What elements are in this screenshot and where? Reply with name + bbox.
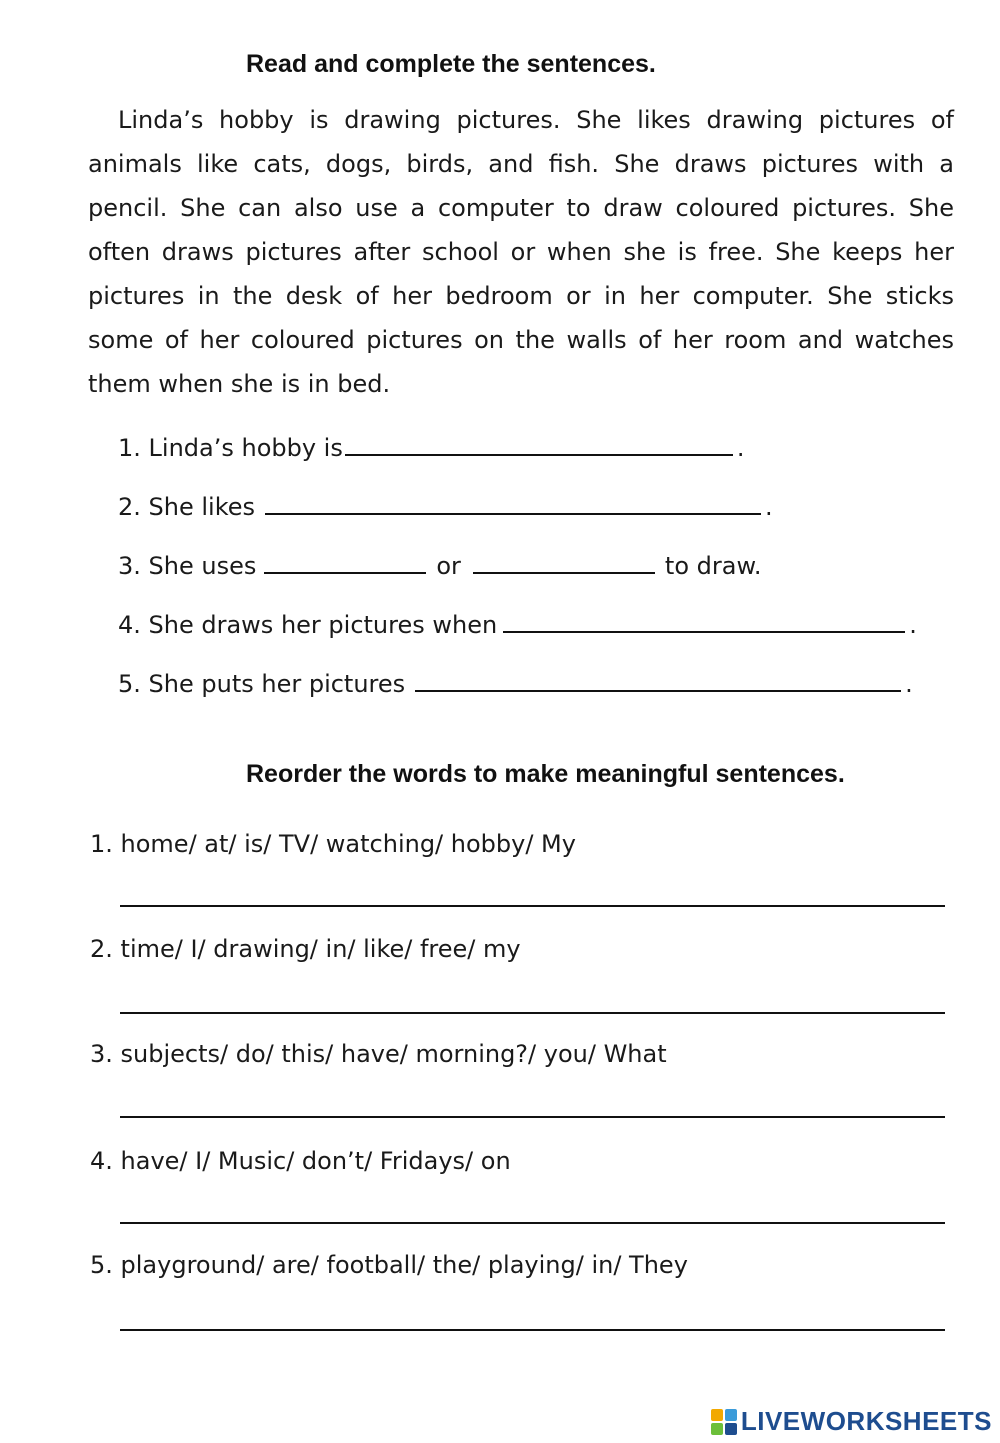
reorder-item-2: 2. time/ I/ drawing/ in/ like/ free/ my bbox=[90, 935, 521, 963]
question-prompt: 1. Linda’s hobby is bbox=[118, 434, 343, 462]
question-end: to draw. bbox=[664, 552, 762, 580]
question-prompt: 3. She uses bbox=[118, 552, 257, 580]
liveworksheets-logo[interactable] bbox=[711, 1406, 992, 1437]
reorder-item-4: 4. have/ I/ Music/ don’t/ Fridays/ on bbox=[90, 1147, 511, 1175]
question-prompt: 4. She draws her pictures when bbox=[118, 611, 498, 639]
reorder-item-1: 1. home/ at/ is/ TV/ watching/ hobby/ My bbox=[90, 830, 576, 858]
answer-blank-5[interactable] bbox=[415, 664, 901, 692]
answer-blank-3a[interactable] bbox=[264, 546, 426, 574]
answer-blank-4[interactable] bbox=[503, 605, 905, 633]
answer-blank-1[interactable] bbox=[345, 428, 733, 456]
section2-title: Reorder the words to make meaningful sentences. bbox=[246, 760, 845, 788]
reorder-item-5: 5. playground/ are/ football/ the/ playing/ in/ They bbox=[90, 1251, 688, 1279]
complete-question-2 bbox=[118, 481, 773, 521]
complete-question-3 bbox=[118, 540, 762, 580]
answer-blank-3b[interactable] bbox=[473, 546, 655, 574]
question-connector: or bbox=[436, 552, 461, 580]
complete-question-5 bbox=[118, 658, 913, 698]
brand-name: LIVEWORKSHEETS bbox=[740, 1406, 992, 1436]
reading-passage: Linda’s hobby is drawing pictures. She likes drawing pictures of animals like cats, dogs, birds, and fish. She draws pictures with a pencil. She can also use a computer to draw coloured pictures. She often draws pictures after school or when she is free. She keeps her pictures in the desk of her bedroom or in her computer. She sticks some of her coloured pictures on the walls of her room and watches them when she is in bed. bbox=[88, 106, 954, 398]
liveworksheets-logo-icon bbox=[711, 1409, 737, 1435]
answer-blank-2[interactable] bbox=[265, 487, 761, 515]
reorder-item-3: 3. subjects/ do/ this/ have/ morning?/ you/ What bbox=[90, 1040, 667, 1068]
question-end: . bbox=[765, 493, 773, 521]
complete-question-4 bbox=[118, 599, 917, 639]
question-prompt: 5. She puts her pictures bbox=[118, 670, 406, 698]
reorder-answer-line-3[interactable] bbox=[120, 1116, 945, 1118]
question-end: . bbox=[905, 670, 913, 698]
question-prompt: 2. She likes bbox=[118, 493, 256, 521]
question-end: . bbox=[736, 434, 745, 462]
reorder-answer-line-5[interactable] bbox=[120, 1329, 945, 1331]
question-end: . bbox=[909, 611, 917, 639]
reorder-answer-line-1[interactable] bbox=[120, 905, 945, 907]
complete-question-1 bbox=[118, 422, 745, 462]
reorder-answer-line-2[interactable] bbox=[120, 1012, 945, 1014]
reorder-answer-line-4[interactable] bbox=[120, 1222, 945, 1224]
section1-title: Read and complete the sentences. bbox=[246, 50, 656, 78]
